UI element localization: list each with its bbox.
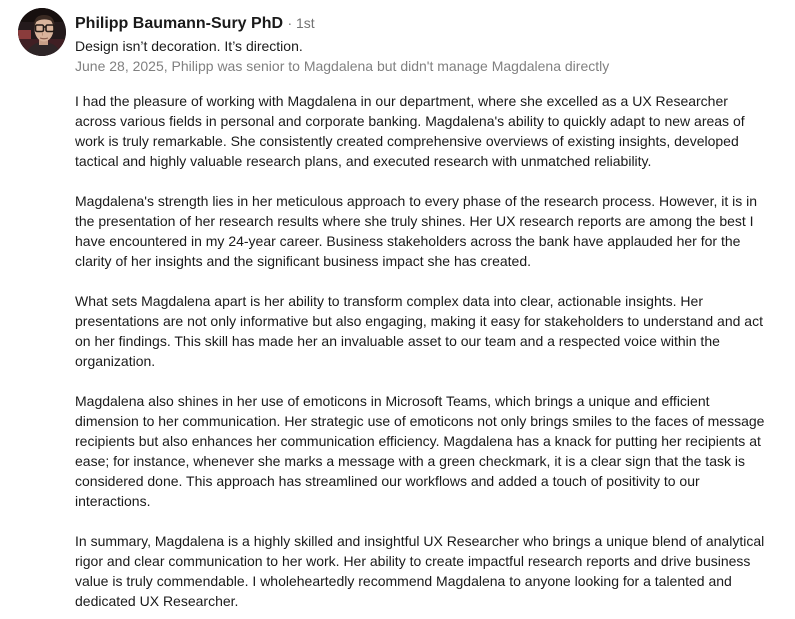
recommender-header bbox=[18, 8, 770, 76]
recommendation-paragraph: What sets Magdalena apart is her ability to transform complex data into clear, actionable insights. Her presentations are not only informative but also engaging, making it easy for stakeholders to understand and act on her findings. This skill has made her an invaluable asset to our team and a respected voice within the organization. bbox=[75, 293, 763, 369]
recommender-info bbox=[75, 8, 609, 76]
profile-name[interactable]: Philipp Baumann-Sury PhD bbox=[75, 15, 284, 32]
recommendation-paragraph: Magdalena's strength lies in her meticulous approach to every phase of the research process. However, it is in the presentation of her research results where she truly shines. Her UX research reports are among the best I have encountered in my 24-year career. Business stakeholders across the bank have applauded her for the clarity of her insights and the significant business impact she has created. bbox=[75, 193, 758, 269]
recommendation-paragraph: I had the pleasure of working with Magdalena in our department, where she excelled as a UX Researcher across various fields in personal and corporate banking. Magdalena's ability to quickly adapt to new areas of work is truly remarkable. She consistently created comprehensive overviews of existing insights, developed tactical and highly valuable research plans, and executed research with unmatched reliability. bbox=[75, 93, 745, 169]
name-line bbox=[75, 13, 609, 34]
profile-photo[interactable] bbox=[18, 8, 66, 56]
connection-degree-badge: · 1st bbox=[287, 15, 315, 31]
profile-headline: Design isn’t decoration. It’s direction. bbox=[75, 38, 303, 54]
recommendation-paragraph: Magdalena also shines in her use of emoticons in Microsoft Teams, which brings a unique and efficient dimension to her communication. Her strategic use of emoticons not only brings smiles to the faces of message recipients but also enhances her communication efficiency. Magdalena has a knack for putting her recipients at ease; for instance, whenever she marks a message with a green checkmark, it is a clear sign that the task is considered done. This approach has streamlined our workflows and added a touch of positivity to our interactions. bbox=[75, 393, 765, 509]
recommendation-text bbox=[75, 91, 770, 611]
profile-photo-image bbox=[18, 8, 66, 56]
recommendation-relationship: June 28, 2025, Philipp was senior to Magdalena but didn't manage Magdalena directly bbox=[75, 58, 610, 74]
recommendation-paragraph: In summary, Magdalena is a highly skilled and insightful UX Researcher who brings a unique blend of analytical rigor and clear communication to her work. Her ability to create impactful research reports and drive business value is truly commendable. I wholeheartedly recommend Magdalena to anyone looking for a talented and dedicated UX Researcher. bbox=[75, 533, 765, 609]
